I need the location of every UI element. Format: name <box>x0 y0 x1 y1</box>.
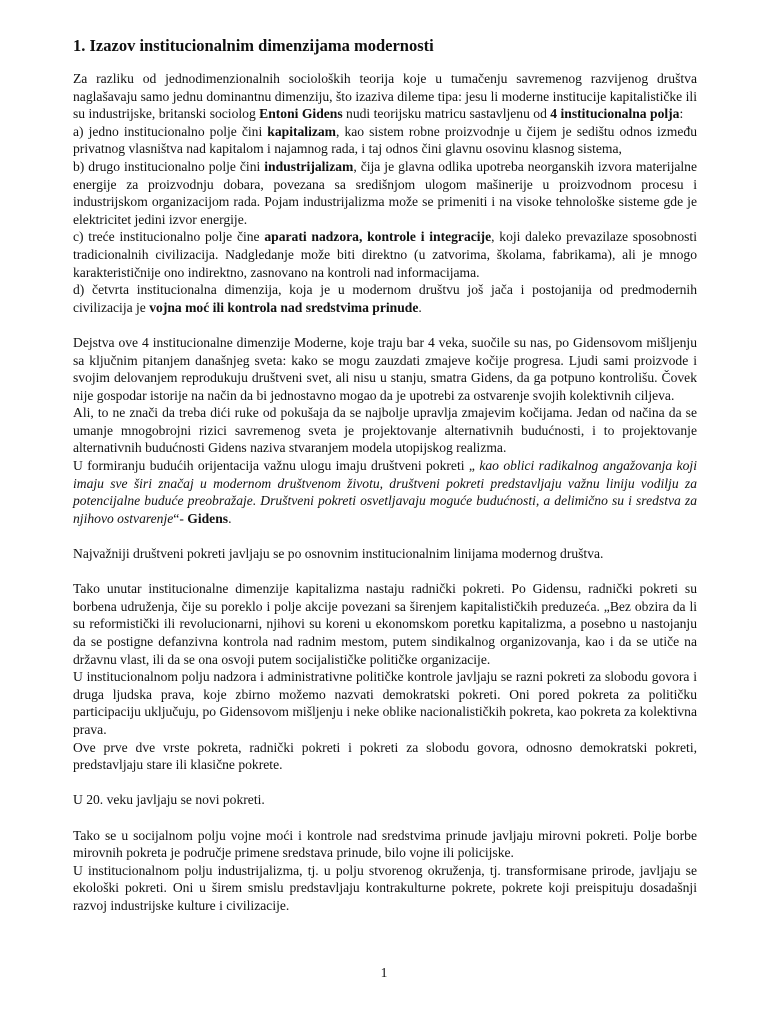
paragraph-novi-pokreti: U 20. veku javljaju se novi pokreti. <box>73 792 265 808</box>
text-run: , čija je glavna odlika upotreba neorganskih izvora materijalne energije za proizvodnju dobara, povezana sa središnjom ulogom mašinerije u proizvodnom procesu i industrijskom organizacijom rada. Pojam industrijalizma može se primeniti i na visoke tehnološke sisteme gde je elektricitet jedini izvor energije. <box>73 158 697 227</box>
paragraph-radnicki: Tako unutar institucionalne dimenzije kapitalizma nastaju radnički pokreti. Po Gidensu, radnički pokreti su borbena udruženja, čije su poreklo i polje akcije povezani sa širenjem kapitalističkih preduzeća. „Bez obzira da li su reformistički ili revolucionarni, njihovi su koreni u ekonomskom poretku kapitalizma, a posebno u nastojanju da se postigne defanzivna kontrola nad radnim mestom, putem sindikalnog organizovanja, kao i da se utiče na državnu vlast, ili da se ona osvoji putem socijalističke političke organizacije. <box>73 581 697 667</box>
paragraph-dejstva: Dejstva ove 4 institucionalne dimenzije Moderne, koje traju bar 4 veka, suočile su nas, po Gidensovom mišljenju sa ključnim pitanjem današnjeg sveta: kako se mogu zauzdati zmajeve kočije progresa. Ljudi sami proizvode i svojim delovanjem reprodukuju društveni svet, ali nisu u stanju, smatra Gidens, da ga potpuno kontrolišu. Čovek nije gospodar istorije na način da bi jednostavno mogao da je upotrebi za ostvarenje svojih kolektivnih ciljeva. <box>73 334 697 403</box>
text-run: . <box>418 299 422 315</box>
paragraph-quote-gidens <box>73 457 697 527</box>
paragraph-klasicni: Ove prve dve vrste pokreta, radnički pokreti i pokreti za slobodu govora, odnosno demokratski pokreti, predstavljaju stare ili klasične pokrete. <box>73 739 697 773</box>
bold-text: Gidens <box>187 510 229 526</box>
section-heading: 1. Izazov institucionalnim dimenzijama modernosti <box>73 36 434 55</box>
bold-text: Entoni Gidens <box>259 106 343 122</box>
paragraph-ali: Ali, to ne znači da treba dići ruke od pokušaja da se najbolje upravlja zmajevim kočijama. Jedan od načina da se umanje mnogobrojni rizici savremenog sveta je projektovanje alternativnih budućnosti, i to projektovanje alternativnih budućnosti Gidens naziva stvaranjem modela utopijskog realizma. <box>73 405 697 456</box>
text-run: a) jedno institucionalno polje čini <box>73 123 268 139</box>
paragraph-najvazniji: Najvažniji društveni pokreti javljaju se po osnovnim institucionalnim linijama modernog društva. <box>73 546 604 562</box>
bold-text: industrijalizam <box>264 158 354 174</box>
paragraph-intro <box>73 70 697 123</box>
document-body <box>73 36 697 915</box>
text-run: b) drugo institucionalno polje čini <box>73 158 265 174</box>
text-run: c) treće institucionalno polje čine <box>73 229 265 245</box>
text-run: U formiranju budućih orijentacija važnu ulogu imaju društveni pokreti „ <box>73 458 480 474</box>
bold-text: vojna moć ili kontrola nad sredstvima prinude <box>149 299 419 315</box>
bold-text: aparati nadzora, kontrole i integracije <box>264 229 492 245</box>
list-item-b <box>73 158 697 228</box>
text-run: . <box>228 510 232 526</box>
text-run: nudi teorijsku matricu sastavljenu od <box>342 106 551 122</box>
paragraph-demokratski: U institucionalnom polju nadzora i administrativne političke kontrole javljaju se razni pokreti za slobodu govora i druga ljudska prava, koje zbirno možemo nazvati demokratski pokreti. Oni pored pokreta za političku participaciju uključuju, po Gidensovom mišljenju i neke oblike nacionalističkih pokreta, kao pokreta za kolektivna prava. <box>73 669 698 737</box>
list-item-d <box>73 281 697 316</box>
paragraph-ekoloski: U institucionalnom polju industrijalizma, tj. u polju stvorenog okruženja, tj. transformisane prirode, javljaju se ekološki pokreti. Oni u širem smislu predstavljaju kontrakulturne pokrete, pokrete koji preispituju dosadašnji razvoj industrijske kulture i civilizacije. <box>73 862 697 913</box>
text-run: Za razliku od jednodimenzionalnih socioloških teorija koje u tumačenju savremenog razvijenog društva naglašavaju samo jednu dominantnu dimenziju, što izaziva dileme tipa: jesu li moderne institucije kapitalističke ili su industrijske, britanski sociolog <box>73 71 697 122</box>
text-run: , koji daleko prevazilaze sposobnosti tradicionalnih civilizacija. Nadgledanje može biti direktno (u zatvorima, školama, fabrikama), ali je mnogo karakterističnije ono indirektno, zasnovano na kontroli nad informacijama. <box>73 229 697 280</box>
list-item-a <box>73 123 697 158</box>
bold-text: kapitalizam <box>267 123 337 139</box>
paragraph-mirovni: Tako se u socijalnom polju vojne moći i kontrole nad sredstvima prinude javljaju mirovni pokreti. Polje borbe mirovnih pokreta je područje primene sredstava prinude, bilo vojne ili policijske. <box>73 827 697 861</box>
page-number: 1 <box>380 965 388 980</box>
text-run: : <box>679 106 684 122</box>
text-run: “- <box>173 510 188 526</box>
list-item-c <box>73 228 697 281</box>
text-run: , kao sistem robne proizvodnje u čijem je sedištu odnos između privatnog vlasništva nad kapitalom i najamnog rada, i taj odnos čini glavnu osovinu klasnog sistema, <box>73 123 698 157</box>
bold-text: 4 institucionalna polja <box>550 106 680 122</box>
text-run: d) četvrta institucionalna dimenzija, koja je u modernom društvu još jača i postojanija od predmodernih civilizacija je <box>73 282 697 315</box>
italic-quote: kao oblici radikalnog angažovanja koji imaju sve širi značaj u modernom društvenom životu, društveni pokreti predstavljaju važnu liniju vodilju za potencijalne buduće preobražaje. Društveni pokreti osvetljavaju moguće budućnosti, a delimično su i sredstva za njihovo ostvarenje <box>73 458 697 526</box>
